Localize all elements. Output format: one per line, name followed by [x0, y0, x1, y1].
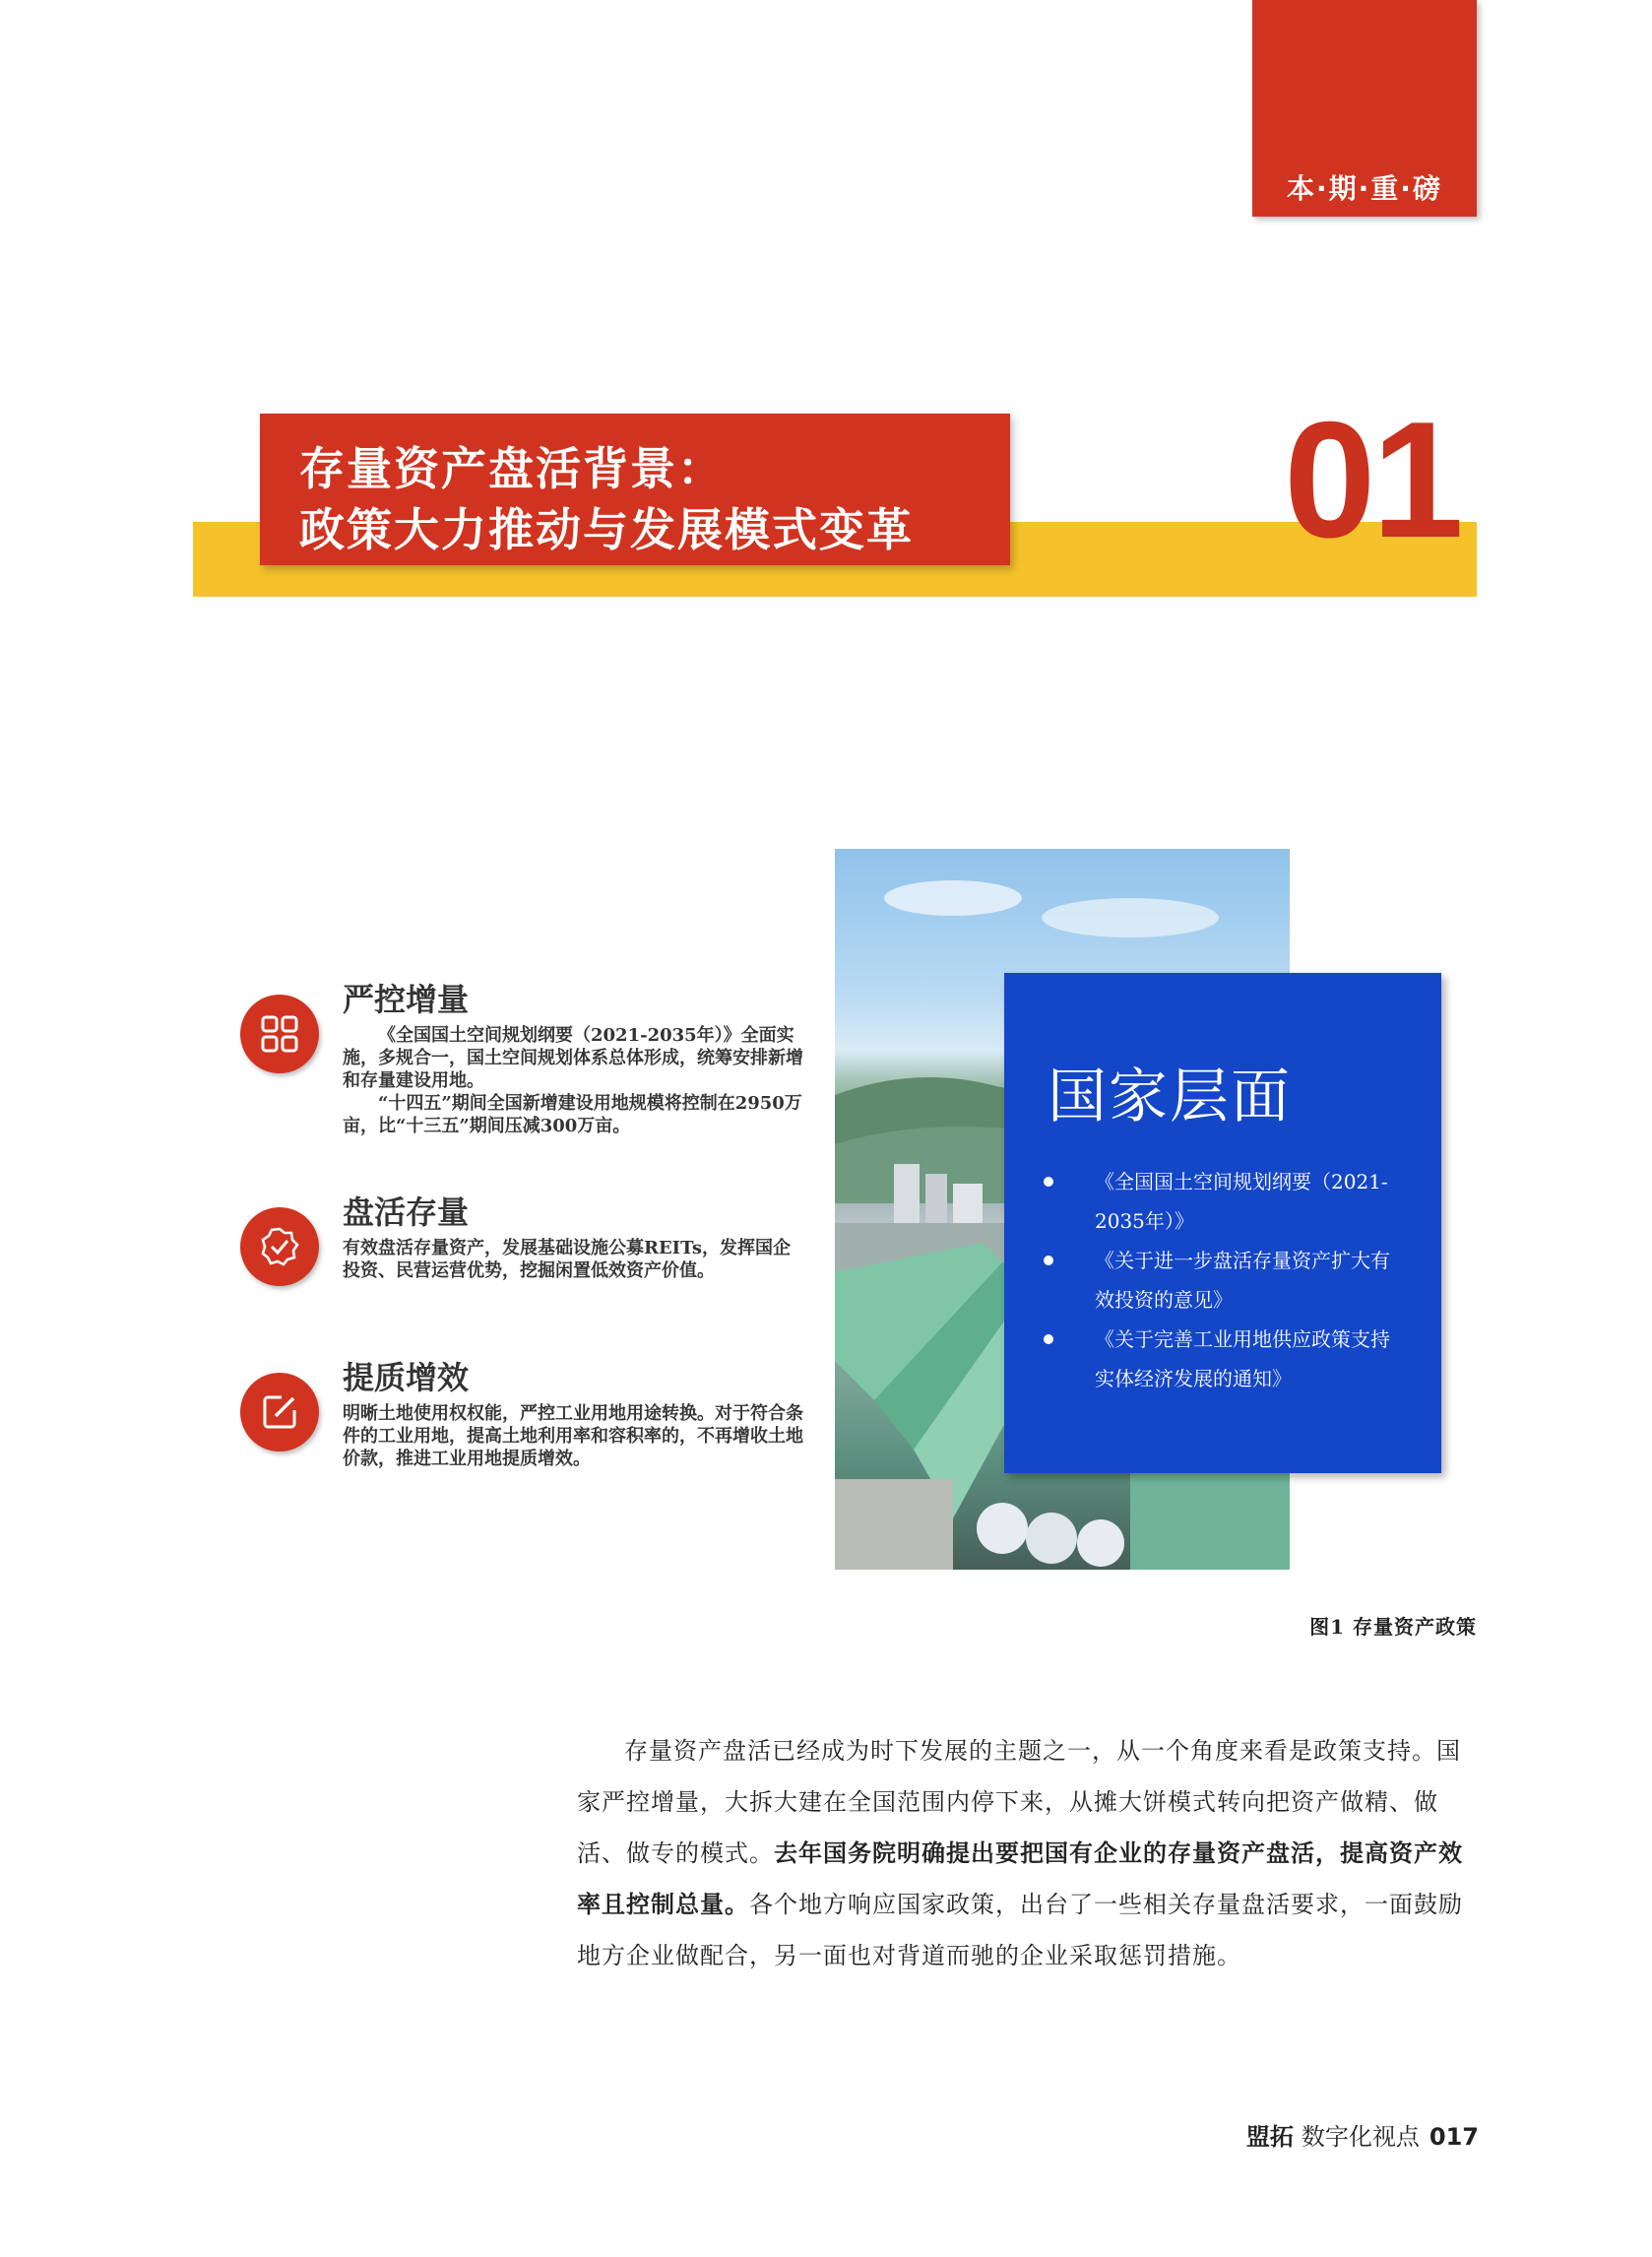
badge-check-icon — [240, 1207, 319, 1286]
footer-brand: 盟拓 — [1245, 2123, 1294, 2151]
paragraph-text-part: 存量资产盘活已经成为时下发展的主题之一，从一个角度来看是政策支持。国家严控增量，大拆大建在全国范围内停下来，从摊大饼模式转向把资产做精、做活、做专的模式。 — [577, 1737, 1461, 1867]
policy-list-item — [1044, 1162, 1408, 1241]
revitalize-stock-title: 盘活存量 — [343, 1193, 470, 1231]
policy-list-item — [1044, 1241, 1408, 1320]
body-text: 有效盘活存量资产，发展基础设施公募REITs，发挥国企投资、民营运营优势，挖掘闲置低效资产价值。 — [343, 1238, 791, 1281]
strict-control-body — [343, 1024, 805, 1137]
policy-list-item-text: 《全国国土空间规划纲要（2021-2035年）》 — [1095, 1170, 1388, 1233]
section-number: 01 — [1284, 387, 1460, 572]
body-text: 《全国国土空间规划纲要（2021-2035年）》全面实施，多规合一，国土空间规划体系总体形成，统筹安排新增和存量建设用地。 — [343, 1025, 803, 1091]
body-text: 明晰土地使用权权能，严控工业用地用途转换。对于符合条件的工业用地，提高土地利用率和容积率的，不再增收土地价款，推进工业用地提质增效。 — [343, 1403, 803, 1469]
policy-list-item — [1044, 1320, 1408, 1398]
edit-icon — [240, 1373, 319, 1451]
paragraph-bold-text: 去年国务院明确提出要把国有企业的存量资产盘活，提高资产效率且控制总量。 — [577, 1839, 1463, 1918]
section-tab — [1252, 0, 1477, 217]
footer-subtitle: 数字化视点 — [1301, 2123, 1420, 2151]
policy-list-item-text: 《关于完善工业用地供应政策支持实体经济发展的通知》 — [1095, 1327, 1390, 1390]
heading-box — [260, 414, 1010, 565]
paragraph-text-part: 各个地方响应国家政策，出台了一些相关存量盘活要求，一面鼓励地方企业做配合，另一面也对背道而驰的企业采取惩罚措施。 — [577, 1891, 1463, 1969]
national-level-panel — [1004, 973, 1441, 1473]
bullet-icon — [1044, 1177, 1053, 1187]
paragraph-text — [577, 1725, 1483, 1981]
figure-caption: 图1 存量资产政策 — [1309, 1615, 1477, 1639]
quality-efficiency-title: 提质增效 — [343, 1359, 470, 1396]
bullet-icon — [1044, 1256, 1053, 1265]
heading-title-line-1: 存量资产盘活背景： — [299, 442, 725, 495]
revitalize-stock-body — [343, 1237, 805, 1282]
quality-efficiency-body — [343, 1402, 805, 1470]
body-paragraph — [577, 1725, 1483, 1981]
bullet-icon — [1044, 1334, 1053, 1344]
grid-icon — [240, 995, 319, 1073]
body-text: “十四五”期间全国新增建设用地规模将控制在2950万亩，比“十三五”期间压减300万亩。 — [343, 1093, 802, 1136]
strict-control-title: 严控增量 — [343, 981, 470, 1018]
page-number: 017 — [1429, 2123, 1479, 2151]
heading-title-line-2: 政策大力推动与发展模式变革 — [299, 503, 914, 556]
policy-list-item-text: 《关于进一步盘活存量资产扩大有效投资的意见》 — [1095, 1249, 1390, 1312]
section-tab-label: 本·期·重·磅 — [1287, 172, 1442, 205]
page-footer — [1083, 2117, 1479, 2152]
national-level-title: 国家层面 — [1048, 1063, 1292, 1131]
